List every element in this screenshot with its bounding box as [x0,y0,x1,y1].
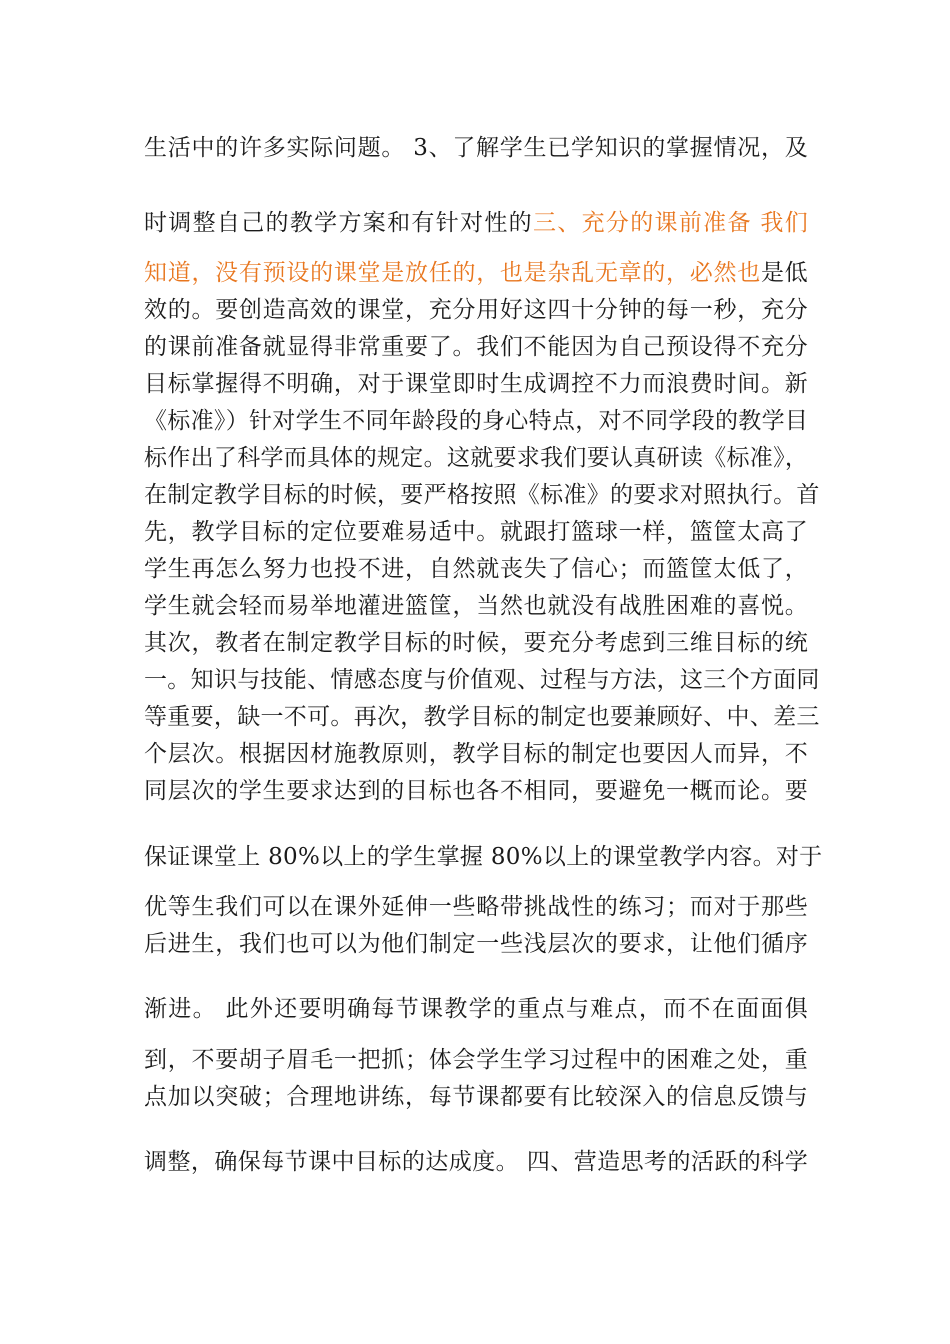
text-line-17: 同层次的学生要求达到的目标也各不相同，要避免一概而论。要 [144,778,808,804]
text-line-22: 到，不要胡子眉毛一把抓；体会学生学习过程中的困难之处，重 [144,1047,808,1073]
section-heading-3: 三、充分的课前准备 我们 [532,210,808,236]
text-line-2-normal: 时调整自己的教学方案和有针对性的 [144,210,533,236]
text-line-15: 等重要，缺一不可。再次，教学目标的制定也要兼顾好、中、差三 [144,704,820,730]
text-line-14: 一。知识与技能、情感态度与价值观、过程与方法，这三个方面同 [144,667,820,693]
text-line-3-normal: 是低 [760,260,808,286]
text-line-10: 先，教学目标的定位要难易适中。就跟打篮球一样，篮筐太高了 [144,519,808,545]
text-line-21: 渐进。 此外还要明确每节课教学的重点与难点，而不在面面俱 [144,996,808,1022]
text-line-8: 标作出了科学而具体的规定。这就要求我们要认真研读《标准》， [144,445,809,471]
text-line-4: 效的。要创造高效的课堂，充分用好这四十分钟的每一秒，充分 [144,297,808,323]
text-line-5: 的课前准备就显得非常重要了。我们不能因为自己预设得不充分 [144,334,808,360]
text-line-19: 优等生我们可以在课外延伸一些略带挑战性的练习；而对于那些 [144,894,808,920]
text-line-24: 调整，确保每节课中目标的达成度。 四、营造思考的活跃的科学 [144,1149,808,1175]
text-line-9: 在制定教学目标的时候，要严格按照《标准》的要求对照执行。首 [144,482,820,508]
text-line-18: 保证课堂上 80%以上的学生掌握 80%以上的课堂教学内容。对于 [144,844,823,870]
text-line-6: 目标掌握得不明确，对于课堂即时生成调控不力而浪费时间。新 [144,371,808,397]
text-line-1: 生活中的许多实际问题。 3、了解学生已学知识的掌握情况，及 [144,135,808,161]
text-line-12: 学生就会轻而易举地灌进篮筐，当然也就没有战胜困难的喜悦。 [144,593,808,619]
text-line-2 [144,208,808,238]
text-line-3 [144,258,808,288]
text-line-11: 学生再怎么努力也投不进，自然就丧失了信心；而篮筐太低了， [144,556,808,582]
text-line-7: 《标准》）针对学生不同年龄段的身心特点，对不同学段的教学目 [144,408,809,434]
text-line-23: 点加以突破；合理地讲练，每节课都要有比较深入的信息反馈与 [144,1084,808,1110]
text-line-13: 其次，教者在制定教学目标的时候，要充分考虑到三维目标的统 [144,630,808,656]
text-line-16: 个层次。根据因材施教原则，教学目标的制定也要因人而异，不 [144,741,808,767]
highlighted-text: 知道，没有预设的课堂是放任的，也是杂乱无章的，必然也 [144,260,761,286]
text-line-20: 后进生，我们也可以为他们制定一些浅层次的要求，让他们循序 [144,931,808,957]
